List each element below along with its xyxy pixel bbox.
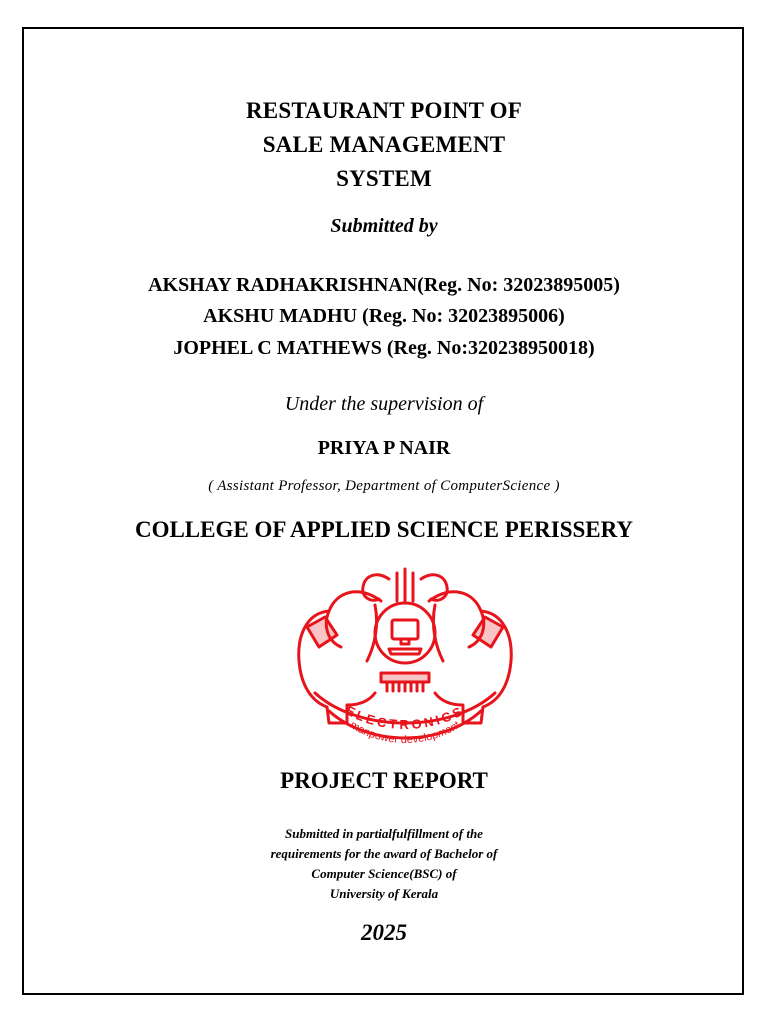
submission-note-line-4: University of Kerala <box>329 886 439 901</box>
title-line-1: RESTAURANT POINT OF <box>245 98 522 123</box>
submission-note-line-3: Computer Science(BSC) of <box>311 866 457 881</box>
supervisor-designation: ( Assistant Professor, Department of ComputerScience ) <box>208 478 560 494</box>
supervisor-name: PRIYA P NAIR <box>317 437 451 459</box>
supervision-label: Under the supervision of <box>284 393 484 415</box>
title-line-3: SYSTEM <box>336 166 432 191</box>
institution-logo <box>289 565 521 745</box>
college-name: COLLEGE OF APPLIED SCIENCE PERISSERY <box>134 517 634 542</box>
student-1: AKSHAY RADHAKRISHNAN(Reg. No: 32023895005) <box>148 274 620 296</box>
report-title: PROJECT REPORT <box>280 768 488 793</box>
student-2: AKSHU MADHU (Reg. No: 32023895006) <box>203 305 565 327</box>
submission-note-line-2: requirements for the award of Bachelor of <box>270 846 498 861</box>
title-line-2: SALE MANAGEMENT <box>262 132 506 157</box>
report-year: 2025 <box>361 920 407 945</box>
logo-sub-text: manpower development <box>347 718 463 745</box>
student-3: JOPHEL C MATHEWS (Reg. No:320238950018) <box>173 337 595 359</box>
submitted-by-label: Submitted by <box>330 215 438 237</box>
logo-arc-text: ELECTRONICS <box>343 702 467 733</box>
submission-note-line-1: Submitted in partialfulfillment of the <box>285 826 483 841</box>
